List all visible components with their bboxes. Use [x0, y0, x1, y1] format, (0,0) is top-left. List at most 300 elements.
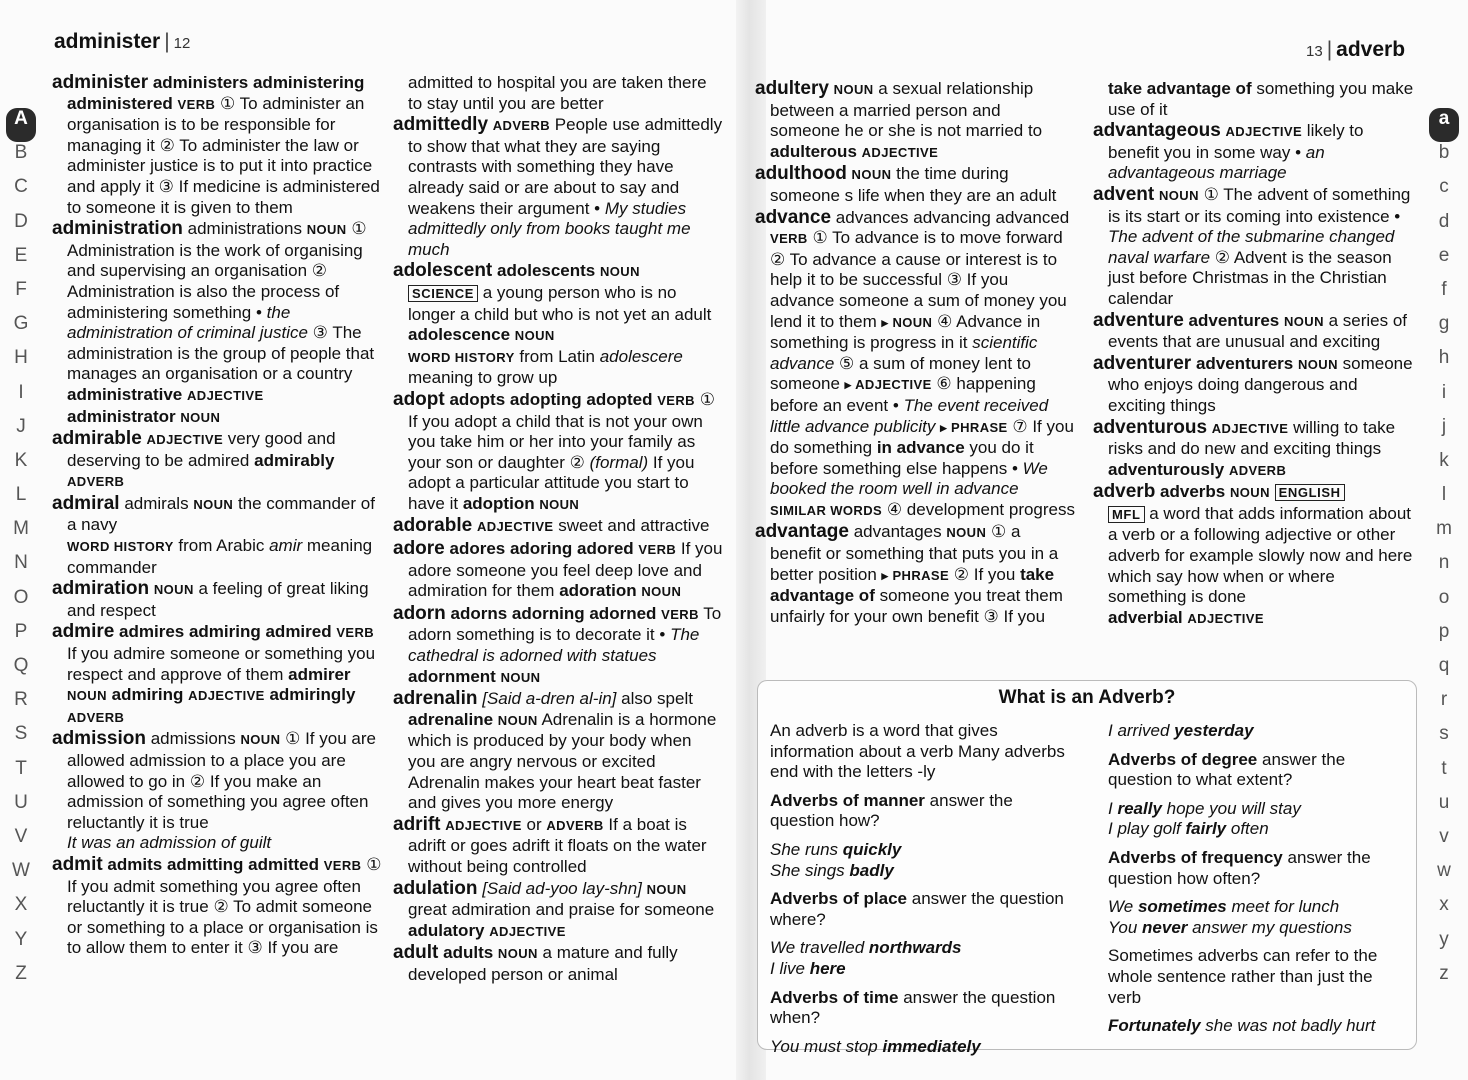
definition: sweet and attractive — [558, 516, 710, 536]
index-letter-f: f — [1441, 278, 1447, 300]
index-letter-b: B — [14, 142, 28, 164]
similar-words: ④ development progress — [886, 499, 1075, 519]
entry-advantage — [755, 522, 1075, 627]
entry-admiration — [52, 579, 382, 621]
box-heading: Adverbs of degree — [1108, 749, 1258, 769]
definition: a series of events that are unusual and exciting — [1108, 310, 1408, 352]
part-of-speech: ADJECTIVE — [187, 387, 264, 403]
headword: administration — [52, 218, 183, 240]
headword: adulation — [393, 877, 478, 899]
index-letter-u: U — [14, 791, 28, 813]
definition: ① If you are allowed admission to a place you are allowed to go in ② If you make an admission of something you agree often reluctantly it is true — [67, 729, 376, 832]
index-letter-b: b — [1438, 142, 1450, 164]
entry-admiral — [52, 494, 382, 578]
manner-examples — [770, 840, 1070, 881]
part-of-speech: ADVERB — [492, 118, 551, 134]
part-of-speech: ▸ ADJECTIVE — [844, 377, 932, 393]
index-letter-c: c — [1439, 176, 1449, 198]
entry-adrift — [393, 815, 723, 878]
part-of-speech: VERB — [770, 231, 808, 247]
box-example: You — [1108, 917, 1138, 937]
box-heading: Adverbs of frequency — [1108, 847, 1283, 867]
entry-advent — [1093, 185, 1415, 310]
index-letter-w: w — [1437, 860, 1451, 882]
box-example-adverb: sometimes — [1137, 897, 1227, 917]
headword: admiral — [52, 492, 120, 514]
entry-adult — [393, 943, 723, 985]
part-of-speech: NOUN — [153, 582, 194, 598]
entry-admittedly — [393, 115, 723, 260]
box-example-adverb: really — [1117, 798, 1162, 818]
index-letter-r: r — [1440, 689, 1448, 711]
definition: you do it before something else happens • — [770, 438, 1034, 478]
part-of-speech: NOUN — [180, 409, 221, 425]
headword: adverb — [1093, 481, 1156, 503]
index-letter-u: u — [1438, 791, 1450, 813]
left-page-number: 12 — [173, 35, 191, 52]
example: It was an admission of guilt — [67, 833, 272, 853]
entry-adolescent — [393, 261, 723, 389]
derived-word: adoption — [462, 493, 535, 513]
headword: adorable — [393, 515, 473, 537]
part-of-speech: ADVERB — [1228, 462, 1287, 478]
place-examples — [770, 938, 1070, 979]
definition: a mature and fully developed person or animal — [408, 943, 678, 984]
phrase: in advance — [876, 438, 965, 458]
phrase: take advantage of — [770, 564, 1055, 606]
derived-word: adolescence — [408, 325, 511, 345]
entry-admission — [52, 729, 382, 854]
box-example: I — [1108, 798, 1113, 818]
definition: ① a benefit or something that puts you in a better position — [770, 522, 1059, 584]
word-history: meaning commander — [67, 536, 373, 577]
box-example: We — [1108, 897, 1134, 917]
entry-admire — [52, 622, 382, 728]
inflections: advantages — [853, 522, 942, 542]
headword: administer — [52, 72, 149, 93]
part-of-speech: NOUN — [1229, 485, 1270, 501]
index-letter-s: s — [1439, 723, 1449, 745]
definition: a young person who is no longer a child but who is not yet an adult — [408, 282, 712, 324]
index-letter-n: n — [1438, 552, 1450, 574]
definition: someone who enjoys doing dangerous and exciting things — [1108, 353, 1413, 415]
derived-word: adverbial — [1108, 607, 1183, 627]
definition: Adrenalin is a hormone which is produced by your body when you are angry nervous or excited Adrenalin makes your heart beat faster and gives you more energy — [408, 709, 717, 813]
definition: ① To advance is to move forward ② To advance a cause or interest is to help it to be successful ③ If you advance someone a sum of money you lend it to them — [770, 228, 1067, 331]
derived-word: administrator — [67, 406, 176, 426]
word-history: from Latin — [519, 346, 595, 366]
example: My studies admittedly only from books taught me much — [408, 198, 691, 259]
definition: also spelt — [621, 689, 693, 709]
box-text: answer the question where? — [770, 889, 1064, 929]
right-column-2 — [1093, 79, 1415, 630]
derived-word: admirably — [254, 450, 335, 470]
headword: adore — [393, 538, 445, 560]
derived-word: admiringly — [269, 685, 356, 705]
part-of-speech: NOUN — [851, 167, 892, 183]
box-example: answer my questions — [1192, 917, 1352, 937]
inflections: adventurers — [1195, 353, 1294, 373]
definition: If you admire someone or something you respect and approve of them — [67, 644, 376, 684]
part-of-speech: NOUN — [193, 496, 234, 512]
entry-adventurous — [1093, 418, 1415, 482]
index-letter-l: l — [1441, 484, 1447, 506]
inflections: adventures — [1188, 310, 1280, 330]
index-letter-t: T — [15, 757, 27, 779]
inflections: adverbs — [1160, 482, 1226, 502]
conjunction: or — [526, 814, 542, 834]
definition: If you adopt a particular attitude you start to have it — [408, 452, 695, 513]
box-example: She runs — [770, 839, 839, 859]
definition: great admiration and praise for someone — [408, 900, 715, 920]
part-of-speech: NOUN — [1158, 187, 1199, 203]
definition: the time during someone s life when they are an adult — [770, 164, 1057, 205]
box-example: I live — [770, 958, 805, 978]
left-alphabet-index — [6, 108, 36, 997]
box-example: often — [1230, 819, 1269, 839]
part-of-speech: VERB — [336, 625, 375, 641]
pronunciation: [Said a-dren al-in] — [482, 689, 617, 709]
headword: advance — [755, 206, 832, 228]
headword: adultery — [755, 78, 829, 99]
index-letter-a: A — [6, 108, 36, 142]
left-guide-word: administer — [54, 30, 161, 53]
word-history-label: WORD HISTORY — [67, 539, 174, 555]
headword: adrenalin — [393, 688, 478, 710]
box-example: she was not badly hurt — [1205, 1016, 1376, 1036]
index-letter-j: J — [16, 415, 26, 437]
subject-tag: SCIENCE — [408, 285, 478, 302]
adverbs-of-frequency — [1108, 848, 1408, 889]
time-examples — [770, 1037, 1070, 1058]
derived-word: admiring — [111, 685, 184, 705]
headword: admirable — [52, 428, 142, 450]
entry-admirable — [52, 429, 382, 493]
definition: ⑤ a sum of money lent to someone — [770, 353, 1031, 394]
box-right-column — [1108, 721, 1408, 1045]
box-example-adverb: immediately — [882, 1036, 981, 1056]
adverbs-of-manner — [770, 791, 1070, 832]
word-history: from Arabic — [178, 536, 265, 556]
index-letter-c: C — [14, 176, 28, 198]
box-example-adverb: here — [809, 958, 846, 978]
index-letter-v: v — [1439, 825, 1449, 847]
index-letter-q: Q — [13, 655, 29, 676]
part-of-speech: NOUN — [641, 584, 682, 600]
right-page-number: 13 — [1306, 43, 1323, 60]
index-letter-p: p — [1438, 620, 1450, 642]
headword: adventurous — [1093, 416, 1208, 438]
box-example: We travelled — [770, 938, 865, 958]
definition: ① Administration is the work of organising and supervising an organisation ② Administration is also the process of administering something • — [67, 219, 367, 322]
example: We booked the room well in advance — [770, 458, 1048, 499]
box-example-adverb: never — [1142, 917, 1188, 937]
box-title: What is an Adverb? — [998, 687, 1176, 708]
index-letter-q: q — [1438, 655, 1450, 676]
part-of-speech: NOUN — [514, 328, 555, 344]
index-letter-x: x — [1439, 894, 1449, 916]
part-of-speech: ADJECTIVE — [861, 144, 939, 160]
right-guide-word: adverb — [1336, 38, 1406, 61]
right-page-header: 13 | adverb — [1306, 38, 1406, 61]
degree-examples — [1108, 799, 1408, 840]
headword: advent — [1093, 183, 1155, 205]
example: scientific advance — [770, 333, 1038, 373]
example: The event received little advance publicity — [770, 395, 1049, 436]
entry-administration — [52, 219, 382, 428]
time-examples-cont — [1108, 721, 1408, 742]
index-letter-o: O — [13, 586, 29, 608]
entry-continuation — [1093, 79, 1415, 120]
box-heading: Adverbs of place — [770, 889, 907, 909]
part-of-speech: NOUN — [67, 688, 107, 704]
index-letter-g: g — [1438, 313, 1450, 335]
box-text: answer the question to what extent? — [1108, 749, 1346, 790]
inflections: adopts adopting adopted — [449, 389, 653, 409]
inflections: administrations — [187, 219, 302, 239]
definition: ① The advent of something is its start or its coming into existence • — [1108, 184, 1411, 226]
definition: likely to benefit you in some way • — [1108, 121, 1364, 162]
box-example-adverb: northwards — [868, 938, 962, 958]
definition: ① If you admit something you agree often reluctantly it is true ② To admit someone or something to a place or organisation is to allow them to enter it ③ If you are — [67, 854, 382, 958]
definition: a feeling of great liking and respect — [67, 579, 369, 620]
headword: advantage — [755, 521, 849, 543]
box-text: answer the question when? — [770, 987, 1056, 1028]
index-letter-m: M — [13, 518, 29, 540]
adverbs-of-degree — [1108, 750, 1408, 791]
part-of-speech: ADJECTIVE — [445, 817, 522, 833]
part-of-speech: ▸ PHRASE — [940, 419, 1008, 435]
box-example-adverb: fairly — [1185, 819, 1227, 839]
entry-adulation — [393, 879, 723, 943]
inflections: admissions — [150, 729, 236, 749]
headword: adult — [393, 942, 439, 964]
alternative-spelling: adrenaline — [408, 709, 494, 729]
part-of-speech: NOUN — [600, 264, 640, 280]
subject-tag: MFL — [1108, 506, 1145, 523]
part-of-speech: ADJECTIVE — [489, 923, 566, 939]
pronunciation: [Said ad-yoo lay-shn] — [482, 878, 642, 898]
definition: ① To administer an organisation is to be responsible for managing it ② To administer the law or administer justice is to put it into practice and apply it ③ If medicine is administered to someone it is given to them — [67, 93, 380, 217]
index-letter-s: S — [14, 723, 28, 745]
part-of-speech: NOUN — [500, 669, 541, 685]
word-history-label: WORD HISTORY — [408, 349, 515, 365]
part-of-speech: NOUN — [539, 496, 580, 512]
inflections: adults — [443, 943, 494, 963]
part-of-speech: VERB — [661, 606, 699, 622]
definition: admitted to hospital you are taken there to stay until you are better — [408, 73, 707, 113]
box-example: hope you will stay — [1166, 798, 1301, 818]
definition: a sexual relationship between a married person and someone he or she is not married to — [770, 79, 1043, 141]
index-letter-l: L — [15, 484, 27, 506]
definition: the commander of a navy — [67, 493, 375, 535]
box-example: I arrived — [1108, 721, 1170, 740]
index-letter-g: G — [13, 313, 29, 335]
derived-word: adornment — [408, 666, 496, 686]
index-letter-y: y — [1439, 928, 1449, 950]
adverbs-of-time — [770, 988, 1070, 1029]
headword: adopt — [393, 388, 445, 410]
derived-word: admirer — [288, 664, 351, 684]
box-left-column — [770, 721, 1070, 1065]
part-of-speech: VERB — [657, 392, 695, 408]
left-page-header: administer | 12 — [54, 30, 191, 53]
adverbs-of-place — [770, 889, 1070, 930]
part-of-speech: NOUN — [497, 712, 538, 728]
inflections: adolescents — [497, 261, 596, 281]
left-column-1 — [52, 73, 382, 960]
part-of-speech: ADJECTIVE — [1225, 124, 1303, 140]
definition: If a boat is adrift or goes adrift it floats on the water without being controlled — [408, 814, 707, 876]
index-letter-y: Y — [14, 928, 28, 950]
part-of-speech: ADJECTIVE — [1187, 610, 1264, 626]
part-of-speech: ▸ PHRASE — [881, 567, 950, 583]
index-letter-p: P — [14, 620, 28, 642]
index-letter-h: H — [14, 347, 28, 369]
entry-administer — [52, 73, 382, 218]
index-letter-x: X — [14, 894, 28, 916]
definition: ③ The administration is the group of people that manages an organisation or a country — [67, 323, 375, 384]
example: The cathedral is adorned with statues — [408, 625, 700, 666]
index-letter-d: d — [1438, 210, 1450, 232]
entry-adventurer — [1093, 354, 1415, 417]
headword: advantageous — [1093, 120, 1221, 142]
right-column-1 — [755, 79, 1075, 628]
index-letter-m: m — [1436, 518, 1452, 540]
definition: ② If you — [953, 564, 1016, 584]
index-letter-r: R — [14, 689, 28, 711]
box-example-adverb: quickly — [842, 839, 902, 859]
index-letter-o: o — [1438, 586, 1450, 608]
part-of-speech: NOUN — [833, 82, 874, 97]
headword: admission — [52, 728, 146, 750]
definition: To adorn something is to decorate it • — [408, 603, 722, 645]
entry-adrenalin — [393, 689, 723, 814]
part-of-speech: NOUN — [1283, 313, 1324, 329]
part-of-speech: VERB — [323, 857, 362, 873]
definition: ⑦ If you do something — [770, 416, 1074, 458]
index-letter-z: z — [1439, 962, 1449, 984]
headword: admit — [52, 853, 103, 875]
frequency-examples — [1108, 897, 1408, 938]
part-of-speech: ADJECTIVE — [1211, 420, 1289, 436]
entry-admit — [52, 855, 382, 959]
part-of-speech: NOUN — [946, 525, 987, 541]
box-example: I play golf — [1108, 819, 1181, 839]
derived-word: administrative — [67, 384, 183, 404]
entry-advance — [755, 208, 1075, 522]
entry-advantageous — [1093, 121, 1415, 184]
index-letter-n: N — [14, 552, 28, 574]
example: The advent of the submarine changed naval warfare — [1108, 227, 1395, 267]
definition: ① If you adopt a child that is not your own you take him or her into your family as your son or daughter ② — [408, 389, 715, 472]
definition: very good and deserving to be admired — [67, 429, 336, 470]
derived-word: adoration — [559, 581, 637, 601]
part-of-speech: ADJECTIVE — [146, 432, 224, 448]
definition: People use admittedly to show that what they are saying contrasts with something they have already said or are about to say and weakens their argument • — [408, 115, 723, 218]
index-letter-e: E — [14, 244, 28, 266]
entry-adopt — [393, 390, 723, 516]
headword: adulthood — [755, 163, 847, 185]
definition: If you adore someone you feel deep love and admiration for them — [408, 539, 723, 601]
phrase: take advantage of — [1108, 79, 1252, 98]
box-example: You must stop — [770, 1036, 878, 1056]
entry-adultery — [755, 79, 1075, 163]
headword: adventure — [1093, 309, 1184, 331]
headword: adolescent — [393, 260, 493, 282]
index-letter-h: h — [1438, 347, 1450, 369]
index-letter-k: K — [14, 449, 28, 471]
box-example-adverb: Fortunately — [1108, 1016, 1201, 1036]
definition: something you make use of it — [1108, 79, 1414, 119]
box-text: answer the question how? — [770, 790, 1013, 831]
definition: willing to take risks and do new and exciting things — [1108, 417, 1396, 459]
entry-continuation — [393, 73, 723, 114]
index-letter-e: e — [1438, 244, 1450, 266]
definition: a word that adds information about a verb or a following adjective or other adverb for example slowly now and here which say how when or where something is done — [1108, 503, 1413, 607]
index-letter-i: I — [18, 381, 24, 403]
index-letter-a: a — [1429, 108, 1459, 142]
definition: someone you treat them unfairly for your own benefit ③ If you — [770, 586, 1063, 626]
part-of-speech: ▸ NOUN — [881, 314, 933, 330]
definition: ② Advent is the season just before Christmas in the Christian calendar — [1108, 247, 1392, 308]
entry-adulthood — [755, 164, 1075, 206]
inflections: admirals — [124, 493, 189, 513]
inflections: advances advancing advanced — [835, 207, 1070, 227]
similar-words-label: SIMILAR WORDS — [770, 502, 883, 518]
what-is-an-adverb-box — [757, 680, 1417, 1056]
part-of-speech: ADJECTIVE — [188, 688, 265, 704]
part-of-speech: ADVERB — [67, 474, 125, 490]
derived-word: adventurously — [1108, 459, 1225, 479]
part-of-speech: ADVERB — [546, 817, 604, 833]
index-letter-w: W — [12, 860, 30, 882]
inflections: admires admiring admired — [119, 622, 332, 642]
entry-adverb — [1093, 482, 1415, 629]
entry-adorn — [393, 604, 723, 688]
inflections: administers administering administered — [67, 73, 365, 113]
sentence-example — [1108, 1016, 1408, 1037]
index-letter-j: j — [1441, 415, 1447, 437]
example: the administration of criminal justice — [67, 302, 308, 343]
register-label: (formal) — [589, 452, 649, 472]
part-of-speech: VERB — [638, 542, 677, 558]
index-letter-i: i — [1441, 381, 1447, 403]
headword: adrift — [393, 813, 441, 835]
part-of-speech: NOUN — [646, 881, 687, 897]
word-history: meaning to grow up — [408, 368, 558, 388]
right-alphabet-index — [1429, 108, 1459, 997]
index-letter-t: t — [1441, 757, 1447, 779]
box-example-adverb: badly — [849, 860, 894, 880]
box-example: meet for lunch — [1231, 897, 1340, 917]
sentence-adverbs: Sometimes adverbs can refer to the whole sentence rather than just the verb — [1108, 946, 1378, 1007]
headword: admittedly — [393, 114, 489, 136]
derived-word: adulterous — [770, 141, 857, 161]
definition: ⑥ happening before an event • — [770, 374, 1036, 415]
inflections: admits admitting admitted — [107, 854, 319, 874]
headword: adorn — [393, 602, 446, 624]
part-of-speech: NOUN — [497, 946, 538, 962]
headword: admire — [52, 621, 115, 643]
subject-tag: ENGLISH — [1275, 484, 1345, 501]
box-heading: Adverbs of time — [770, 987, 899, 1007]
box-heading: Adverbs of manner — [770, 790, 925, 810]
box-intro: An adverb is a word that gives information about a verb Many adverbs end with the letters -ly — [770, 721, 1065, 782]
entry-adventure — [1093, 311, 1415, 353]
word-history-origin: adolescere — [599, 346, 683, 366]
part-of-speech: NOUN — [306, 222, 347, 238]
